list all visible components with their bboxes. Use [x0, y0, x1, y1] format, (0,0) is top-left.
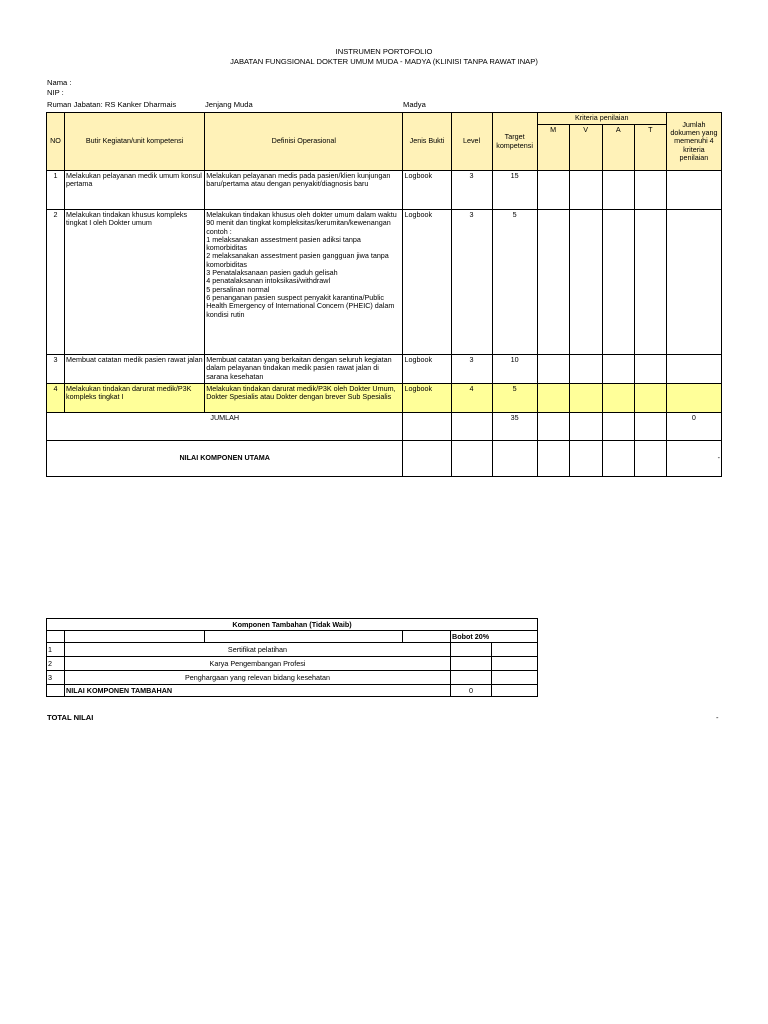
row-jenis: Logbook — [403, 355, 451, 384]
col-kriteria: Kriteria penilaian — [537, 113, 666, 125]
tambahan-label: Sertifikat pelatihan — [65, 643, 451, 657]
row-level: 4 — [451, 384, 492, 413]
madya-label: Madya — [403, 100, 426, 109]
jenjang-label: Jenjang Muda — [205, 100, 253, 109]
nilai-utama-row — [47, 441, 722, 477]
row-definisi: Melakukan tindakan darurat medik/P3K oleh Dokter Umum, Dokter Spesialis atau Dokter dengan brever Sub Spesialis — [205, 384, 403, 413]
nilai-komponen-utama-value: - — [666, 441, 721, 477]
table-row — [47, 210, 722, 355]
col-v: V — [569, 125, 602, 171]
col-jumlah-dokumen: Jumlah dokumen yang memenuhi 4 kriteria penilaian — [666, 113, 721, 171]
tambahan-row — [47, 657, 538, 671]
row-butir: Melakukan tindakan khusus kompleks tingkat I oleh Dokter umum — [65, 210, 205, 355]
tambahan-no: 1 — [47, 643, 65, 657]
row-definisi: Melakukan pelayanan medis pada pasien/klien kunjungan baru/pertama atau dengan penyakit/diagnosis baru — [205, 171, 403, 210]
tambahan-no: 3 — [47, 671, 65, 685]
col-level: Level — [451, 113, 492, 171]
col-target: Target kompetensi — [492, 113, 537, 171]
jumlah-target: 35 — [492, 413, 537, 441]
col-no: NO — [47, 113, 65, 171]
row-no: 2 — [47, 210, 65, 355]
row-jenis: Logbook — [403, 210, 451, 355]
tambahan-row — [47, 671, 538, 685]
tambahan-label: Karya Pengembangan Profesi — [65, 657, 451, 671]
nilai-komponen-tambahan-value: 0 — [451, 685, 492, 697]
row-no: 4 — [47, 384, 65, 413]
row-target: 5 — [492, 384, 537, 413]
row-level: 3 — [451, 355, 492, 384]
row-definisi: Melakukan tindakan khusus oleh dokter umum dalam waktu 90 menit dan tingkat kompleksitas/kerumitan/kewenangan contoh : 1 melaksanakan assestment pasien adiksi tanpa komorbiditas 2 melaksanakan assestment pasien gangguan jiwa tanpa komorbiditas 3 Penatalaksanaan pasien gaduh gelisah 4 penatalaksanan intoksikasi/withdrawl 5 persalinan normal 6 penanganan pasien suspect penyakit karantina/Public Health Emergency of International Concern (PHEIC) dalam kondisi rutin — [205, 210, 403, 355]
row-target: 5 — [492, 210, 537, 355]
col-jenis-bukti: Jenis Bukti — [403, 113, 451, 171]
row-jenis: Logbook — [403, 384, 451, 413]
col-a: A — [602, 125, 634, 171]
row-butir: Melakukan pelayanan medik umum konsul pertama — [65, 171, 205, 210]
tambahan-no: 2 — [47, 657, 65, 671]
row-jenis: Logbook — [403, 171, 451, 210]
row-no: 1 — [47, 171, 65, 210]
row-target: 15 — [492, 171, 537, 210]
col-definisi: Definisi Operasional — [205, 113, 403, 171]
row-no: 3 — [47, 355, 65, 384]
row-level: 3 — [451, 210, 492, 355]
tambahan-title: Komponen Tambahan (Tidak Waib) — [47, 619, 538, 631]
row-definisi: Membuat catatan yang berkaitan dengan seluruh kegiatan dalam pelayanan tindakan medik pasien rawat jalan di sarana kesehatan — [205, 355, 403, 384]
rumah-jabatan-label: Ruman Jabatan: RS Kanker Dharmais — [47, 100, 177, 109]
col-m: M — [537, 125, 569, 171]
jumlah-dokumen: 0 — [666, 413, 721, 441]
table-row-highlighted — [47, 384, 722, 413]
row-butir: Melakukan tindakan darurat medik/P3K kompleks tingkat I — [65, 384, 205, 413]
portfolio-table — [46, 112, 722, 477]
row-target: 10 — [492, 355, 537, 384]
jumlah-row — [47, 413, 722, 441]
table-row — [47, 355, 722, 384]
nama-label: Nama : — [47, 78, 72, 87]
tambahan-row — [47, 643, 538, 657]
total-nilai-value: - — [716, 713, 719, 722]
jumlah-label: JUMLAH — [47, 413, 403, 441]
table-row — [47, 171, 722, 210]
nilai-komponen-tambahan-label: NILAI KOMPONEN TAMBAHAN — [65, 685, 451, 697]
tambahan-label: Penghargaan yang relevan bidang kesehatan — [65, 671, 451, 685]
nip-label: NIP : — [47, 88, 64, 97]
komponen-tambahan-table — [46, 618, 538, 697]
total-nilai-label: TOTAL NILAI — [47, 713, 94, 722]
bobot-label: Bobot 20% — [451, 631, 538, 643]
col-t: T — [634, 125, 666, 171]
nilai-komponen-utama-label: NILAI KOMPONEN UTAMA — [47, 441, 403, 477]
col-butir: Butir Kegiatan/unit kompetensi — [65, 113, 205, 171]
document-title: INSTRUMEN PORTOFOLIO — [335, 47, 433, 56]
row-level: 3 — [451, 171, 492, 210]
row-butir: Membuat catatan medik pasien rawat jalan — [65, 355, 205, 384]
document-subtitle: JABATAN FUNGSIONAL DOKTER UMUM MUDA - MADYA (KLINISI TANPA RAWAT INAP) — [230, 57, 538, 66]
